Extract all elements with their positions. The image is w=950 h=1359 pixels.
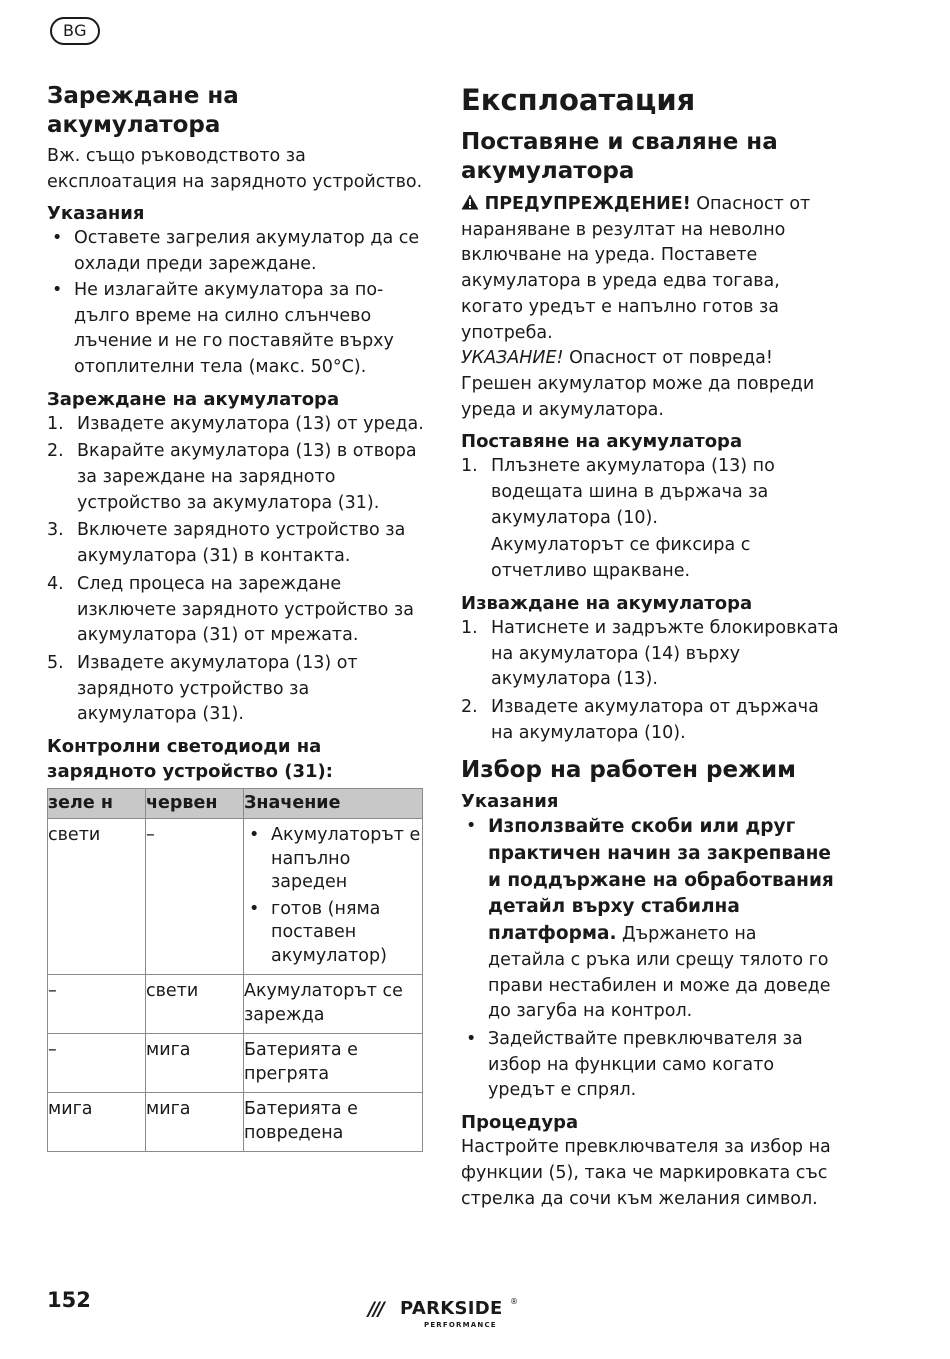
table-cell: мига [146,1093,244,1152]
table-cell: свети [146,975,244,1034]
charging-steps-list [47,412,425,728]
notes-heading: Указания [47,203,145,225]
charging-intro: Вж. също ръководството за експлоатация на зарядното устройство. [47,146,423,192]
notes-list [47,226,425,380]
list-item: 5. Извадете акумулатора (13) от зарядното устройство за акумулатора (31). [47,652,358,725]
step-text: Извадете акумулатора (13) от уреда. [77,413,424,434]
table-cell: – [48,1034,146,1093]
right-column [461,82,839,1212]
mode-notes-heading: Указания [461,791,559,813]
note-text: Опасност от повреда! Грешен акумулатор може да повреди уреда и акумулатора. [461,348,815,420]
step-result: Акумулаторът се фиксира с отчетливо щракване. [491,535,751,582]
step-text: Натиснете и задръжте блокировката на акумулатора (14) върху акумулатора (13). [491,617,839,690]
step-text: След процеса на зареждане изключете зарядното устройство за акумулатора (31) от мрежата. [77,573,414,646]
list-item: • готов (няма поставен акумулатор) [244,898,422,969]
list-item: 4. След процеса на зареждане изключете зарядното устройство за акумулатора (31) от мрежата. [47,573,414,646]
logo-subtitle: PERFORMANCE [424,1321,497,1329]
leds-heading: Контролни светодиоди на зарядното устройство (31): [47,736,333,783]
section-title-charging: Зареждане на акумулатора [47,83,239,138]
language-badge: BG [50,17,100,45]
step-text: Извадете акумулатора от държача на акумулатора (10). [491,696,819,743]
insert-steps-list [461,454,839,585]
table-cell: – [48,975,146,1034]
procedure-text: Настройте превключвателя за избор на функции (5), така че маркировката със стрелка да сочи към желания символ. [461,1137,831,1209]
list-item [461,814,839,1025]
page-number: 152 [47,1288,91,1312]
table-cell: Акумулаторът се зарежда [244,975,423,1034]
remove-steps-list [461,616,839,747]
table-cell: свети [48,819,146,975]
parkside-logo [368,1296,518,1332]
list-item: 2. Извадете акумулатора от държача на акумулатора (10). [461,696,819,743]
step-text: Вкарайте акумулатора (13) в отвора за зареждане на зарядното устройство за акумулатора (31). [77,441,417,513]
led-table [47,788,423,1152]
table-cell: – [146,819,244,975]
list-item: • Акумулаторът е напълно зареден [244,824,422,895]
mode-note-bold: Използвайте скоби или друг практичен начин за закрепване и поддържане на обработвания детайл върху стабилна платформа. [488,816,834,945]
table-row [48,975,423,1034]
table-row [48,1093,423,1152]
list-item: 1. Извадете акумулатора (13) от уреда. [47,413,424,434]
note-paragraph [461,346,839,423]
list-item: 2. Вкарайте акумулатора (13) в отвора за зареждане на зарядното устройство за акумулатора (31). [47,441,417,513]
mode-note-text: Държането на детайла с ръка или срещу тялото го прави нестабилен и може да доведе до загуба на контрол. [488,924,831,1022]
remove-heading: Изваждане на акумулатора [461,592,753,614]
procedure-heading: Процедура [461,1112,579,1134]
table-header-row [48,789,423,819]
column-header-meaning: Значение [244,789,423,819]
step-text: Включете зарядното устройство за акумулатора (31) в контакта. [77,520,406,567]
column-header-red: червен [146,789,244,819]
table-row [48,1034,423,1093]
logo-brand: PARKSIDE [400,1298,503,1319]
logo-slashes: /// [368,1298,383,1320]
list-item: 1. Плъзнете акумулатора (13) по водещата шина в държача за акумулатора (10). Акумулаторът се фиксира с отчетливо щракване. [461,454,839,585]
warning-text: Опасност от нараняване в резултат на неволно включване на уреда. Поставете акумулатора в уреда едва тогава, когато уредът е напълно готов за употреба. [461,194,811,343]
section-title-operation: Експлоатация [461,83,696,117]
insert-remove-heading: Поставяне и сваляне на акумулатора [461,129,778,184]
list-item: • Оставете загрелия акумулатор да се охлади преди зареждане. [47,226,425,277]
table-cell: мига [48,1093,146,1152]
list-item: • Не излагайте акумулатора за по-дълго време на силно слънчево лъчение и не го поставяйте върху отоплителни тела (макс. 50°C). [47,278,425,381]
insert-heading: Поставяне на акумулатора [461,431,743,453]
mode-heading: Избор на работен режим [461,757,796,784]
warning-triangle-icon [461,194,479,210]
logo-registered-mark: ® [510,1297,518,1306]
column-header-green: зеле н [48,789,146,819]
left-column [47,82,425,1152]
table-cell: мига [146,1034,244,1093]
step-text: Плъзнете акумулатора (13) по водещата шина в държача за акумулатора (10). [491,456,775,528]
list-item: • Задействайте превключвателя за избор на функции само когато уредът е спрял. [461,1027,839,1104]
warning-label: ПРЕДУПРЕЖДЕНИЕ! [484,194,691,214]
table-cell [244,819,423,975]
mode-notes-list [461,814,839,1104]
list-item: 3. Включете зарядното устройство за акумулатора (31) в контакта. [47,520,406,567]
table-cell: Батерията е прегрята [244,1034,423,1093]
step-text: Извадете акумулатора (13) от зарядното устройство за акумулатора (31). [77,652,358,725]
table-cell: Батерията е повредена [244,1093,423,1152]
charging-steps-heading: Зареждане на акумулатора [47,388,340,410]
note-label: УКАЗАНИЕ! [461,348,564,369]
list-item: 1. Натиснете и задръжте блокировката на акумулатора (14) върху акумулатора (13). [461,617,839,690]
warning-paragraph [461,192,839,346]
table-row [48,819,423,975]
